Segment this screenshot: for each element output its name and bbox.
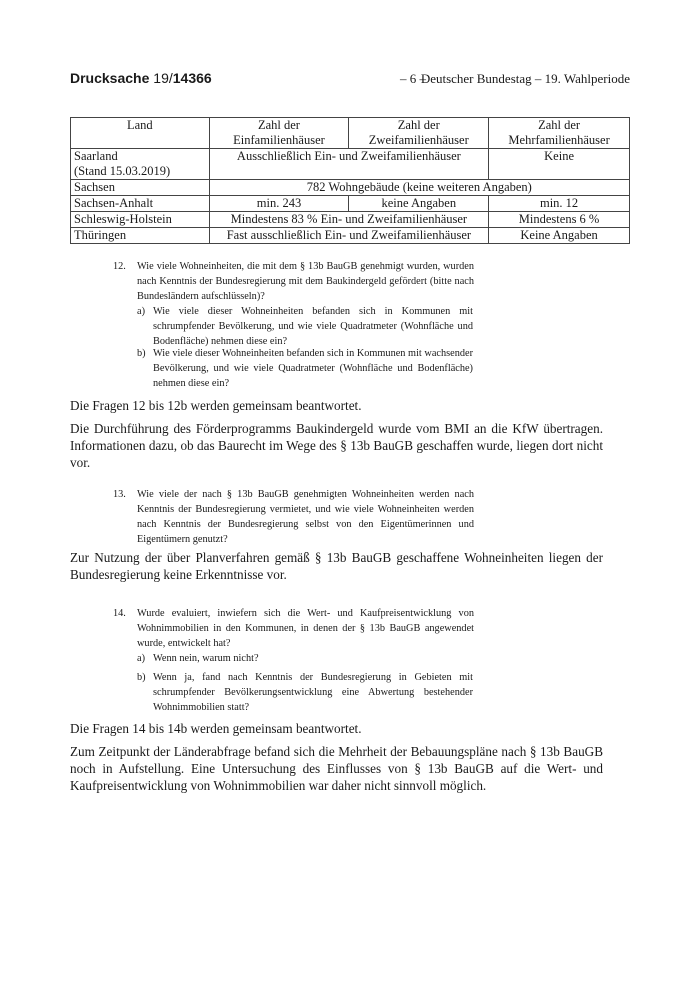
- sub-question-text: Wie viele dieser Wohneinheiten befanden sich in Kommunen mit wachsender Bevölkerung, und wie viele Quadratmeter (Wohnfläche und Bodenfläche) nehmen diese ein?: [153, 348, 473, 389]
- doc-number-bold: 14366: [172, 70, 212, 86]
- sub-question-text: Wenn nein, warum nicht?: [153, 653, 259, 664]
- answer-12-intro: Die Fragen 12 bis 12b werden gemeinsam beantwortet.: [70, 398, 362, 413]
- sub-question-text: Wie viele dieser Wohneinheiten befanden sich in Kommunen mit schrumpfender Bevölkerung, und wie viele Quadratmeter (Wohnfläche und Bodenfläche) nehmen diese ein?: [153, 306, 473, 347]
- question-14: [113, 606, 474, 651]
- table-cell: min. 12: [489, 196, 630, 212]
- table-cell: Mindestens 83 % Ein- und Zweifamilienhäuser: [209, 212, 489, 228]
- table-row: [71, 180, 630, 196]
- answer-12-body: Die Durchführung des Förderprogramms Baukindergeld wurde vom BMI an die KfW übertragen. Informationen dazu, ob das Baurecht im Wege des § 13b BauGB geschaffen wurde, liegen dort nicht vor.: [70, 421, 603, 470]
- table-row: [71, 228, 630, 244]
- page-header: [70, 68, 630, 92]
- doc-number-plain: 19/: [153, 70, 173, 86]
- question-12a: [137, 304, 473, 349]
- table-cell: min. 243: [209, 196, 349, 212]
- question-14b: [137, 670, 473, 715]
- sub-question-label: a): [137, 306, 145, 317]
- land-note: (Stand 15.03.2019): [74, 164, 171, 178]
- table-cell: 782 Wohngebäude (keine weiteren Angaben): [209, 180, 629, 196]
- doc-prefix: Drucksache: [70, 70, 150, 86]
- question-12: [113, 259, 474, 304]
- table-row: [71, 149, 630, 180]
- column-header-zweifamilien: Zahl der Zweifamilienhäuser: [349, 118, 489, 149]
- table-cell-land: Sachsen-Anhalt: [71, 196, 210, 212]
- page-number: – 6 –: [400, 71, 426, 86]
- question-13: [113, 487, 474, 547]
- column-header-land: Land: [71, 118, 210, 149]
- question-text: Wurde evaluiert, inwiefern sich die Wert- und Kaufpreisentwicklung von Wohnimmobilien in den Kommunen, in denen der § 13b BauGB angewendet wurde, entwickelt hat?: [137, 608, 474, 649]
- table-cell-land: Thüringen: [71, 228, 210, 244]
- sub-question-text: Wenn ja, fand nach Kenntnis der Bundesregierung in Gebieten mit schrumpfender Bevölkerungsentwicklung eine Abwertung bestehender Wohnimmobilien statt?: [153, 672, 473, 713]
- table-cell: Keine: [489, 149, 630, 180]
- housing-table: [70, 117, 630, 244]
- table-cell: Keine Angaben: [489, 228, 630, 244]
- table-cell-land: Sachsen: [71, 180, 210, 196]
- table-cell-land: Schleswig-Holstein: [71, 212, 210, 228]
- land-name: Saarland: [74, 149, 118, 163]
- table-cell-land: [71, 149, 210, 180]
- column-header-mehrfamilien: Zahl der Mehrfamilienhäuser: [489, 118, 630, 149]
- column-header-einfamilien: Zahl der Einfamilienhäuser: [209, 118, 349, 149]
- sub-question-label: a): [137, 653, 145, 664]
- question-number: 12.: [113, 261, 126, 272]
- answer-13: Zur Nutzung der über Planverfahren gemäß § 13b BauGB geschaffene Wohneinheiten liegen der Bundesregierung keine Erkenntnisse vor.: [70, 550, 603, 582]
- question-number: 13.: [113, 489, 126, 500]
- answer-14-intro: Die Fragen 14 bis 14b werden gemeinsam beantwortet.: [70, 721, 362, 736]
- table-header-row: [71, 118, 630, 149]
- sub-question-label: b): [137, 348, 146, 359]
- question-text: Wie viele Wohneinheiten, die mit dem § 13b BauGB genehmigt wurden, wurden nach Kenntnis der Bundesregierung mit dem Baukindergeld gefördert (bitte nach Bundesländern aufschlüsseln)?: [137, 261, 474, 302]
- answer-14-body: Zum Zeitpunkt der Länderabfrage befand sich die Mehrheit der Bebauungspläne nach § 13b BauGB noch in Aufstellung. Eine Untersuchung des Einflusses von § 13b BauGB auf die Wert- und Kaufpreisentwicklung von Wohnimmobilien war daher nicht sinnvoll möglich.: [70, 744, 603, 793]
- sub-question-label: b): [137, 672, 146, 683]
- question-text: Wie viele der nach § 13b BauGB genehmigten Wohneinheiten werden nach Kenntnis der Bundesregierung vermietet, und wie viele Wohneinheiten werden nach Kenntnis der Bundesregierung selbst von den Eigentümerinnen und Eigentümern genutzt?: [137, 489, 474, 545]
- table-cell: Fast ausschließlich Ein- und Zweifamilienhäuser: [209, 228, 489, 244]
- table-row: [71, 196, 630, 212]
- table-cell: keine Angaben: [349, 196, 489, 212]
- table-cell: Ausschließlich Ein- und Zweifamilienhäuser: [209, 149, 489, 180]
- question-12b: [137, 346, 473, 391]
- parliament-label: Deutscher Bundestag – 19. Wahlperiode: [420, 71, 630, 86]
- document-number: [70, 70, 212, 86]
- table-cell: Mindestens 6 %: [489, 212, 630, 228]
- question-14a: [137, 651, 473, 666]
- question-number: 14.: [113, 608, 126, 619]
- table-row: [71, 212, 630, 228]
